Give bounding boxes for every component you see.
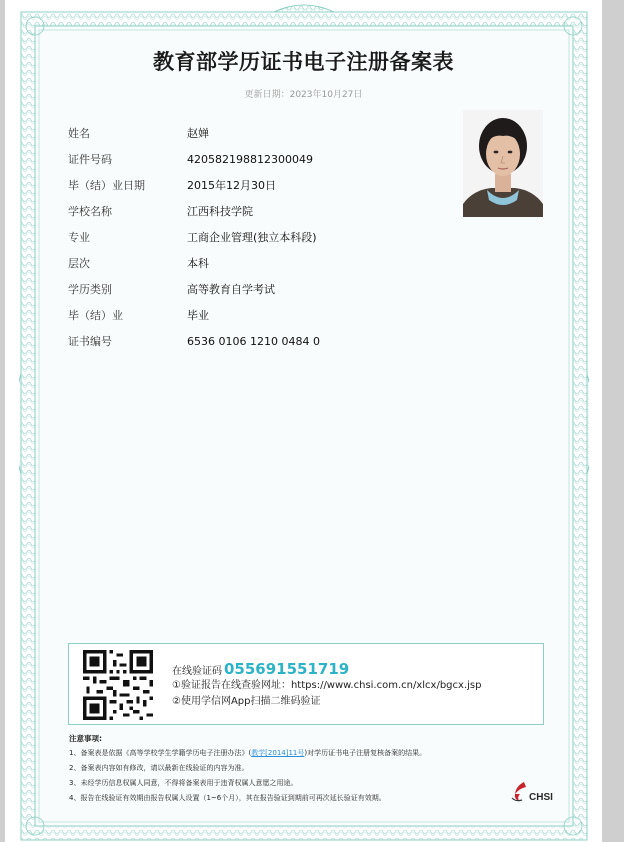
field-value: 本科 <box>187 257 209 270</box>
verification-code-line <box>172 660 481 678</box>
field-row-graduation-status <box>68 302 448 328</box>
note-item-2: 2、备案表内容如有修改，请以最新在线验证的内容为准。 <box>69 764 249 772</box>
field-label: 学校名称 <box>68 205 112 218</box>
field-row-level <box>68 250 448 276</box>
chsi-logo <box>510 780 562 806</box>
verification-code: 055691551719 <box>224 660 350 678</box>
note-item-3: 3、未经学历信息权属人同意，不得将备案表用于违背权属人意愿之用途。 <box>69 779 298 787</box>
field-value: 江西科技学院 <box>187 205 253 218</box>
document-title: 教育部学历证书电子注册备案表 <box>153 50 454 74</box>
field-value: 2015年12月30日 <box>187 179 276 192</box>
field-value: 毕业 <box>187 309 209 322</box>
notes-section <box>69 733 539 806</box>
field-label: 学历类别 <box>68 283 112 296</box>
note-item-4: 4、报告在线验证有效期由报告权属人设置（1~6个月），其在报告验证到期前可再次延长验证有效期。 <box>69 794 386 802</box>
verification-app-line: ②使用学信网App扫描二维码验证 <box>172 696 321 707</box>
note-item-1 <box>69 746 539 761</box>
chsi-logo-text: CHSI <box>529 792 553 803</box>
field-row-education-type <box>68 276 448 302</box>
id-photo <box>463 110 543 217</box>
verification-url-line[interactable]: ①验证报告在线查验网址：https://www.chsi.com.cn/xlcx/bgcx.jsp <box>172 680 482 691</box>
field-label: 层次 <box>68 257 90 270</box>
field-row-name <box>68 120 448 146</box>
document-page <box>5 0 602 842</box>
verification-info <box>172 660 481 710</box>
verification-box <box>68 643 544 725</box>
field-value: 6536 0106 1210 0484 0 <box>187 334 320 348</box>
update-date: 更新日期：2023年10月27日 <box>244 90 363 100</box>
field-label: 毕（结）业 <box>68 309 123 322</box>
field-value: 工商企业管理(独立本科段) <box>187 231 317 244</box>
field-row-id-number <box>68 146 448 172</box>
note-text: )对学历证书电子注册复核备案的结果。 <box>304 749 427 757</box>
field-value: 高等教育自学考试 <box>187 283 275 296</box>
field-row-graduation-date <box>68 172 448 198</box>
field-label: 证书编号 <box>68 335 112 348</box>
verification-code-label: 在线验证码 <box>172 666 222 677</box>
field-label: 姓名 <box>68 127 90 140</box>
field-label: 专业 <box>68 231 90 244</box>
note-text: 1、备案表是依据《高等学校学生学籍学历电子注册办法》( <box>69 749 252 757</box>
regulation-link[interactable]: 教学[2014]11号 <box>251 749 305 757</box>
field-row-major <box>68 224 448 250</box>
field-row-school <box>68 198 448 224</box>
record-fields <box>68 120 448 354</box>
field-value: 420582198812300049 <box>187 152 313 166</box>
notes-title: 注意事项: <box>69 734 102 743</box>
qr-code[interactable] <box>83 650 153 720</box>
chsi-bird-icon <box>510 780 530 802</box>
field-value: 赵婵 <box>187 127 209 140</box>
field-row-certificate-number <box>68 328 448 354</box>
field-label: 毕（结）业日期 <box>68 179 145 192</box>
field-label: 证件号码 <box>68 153 112 166</box>
